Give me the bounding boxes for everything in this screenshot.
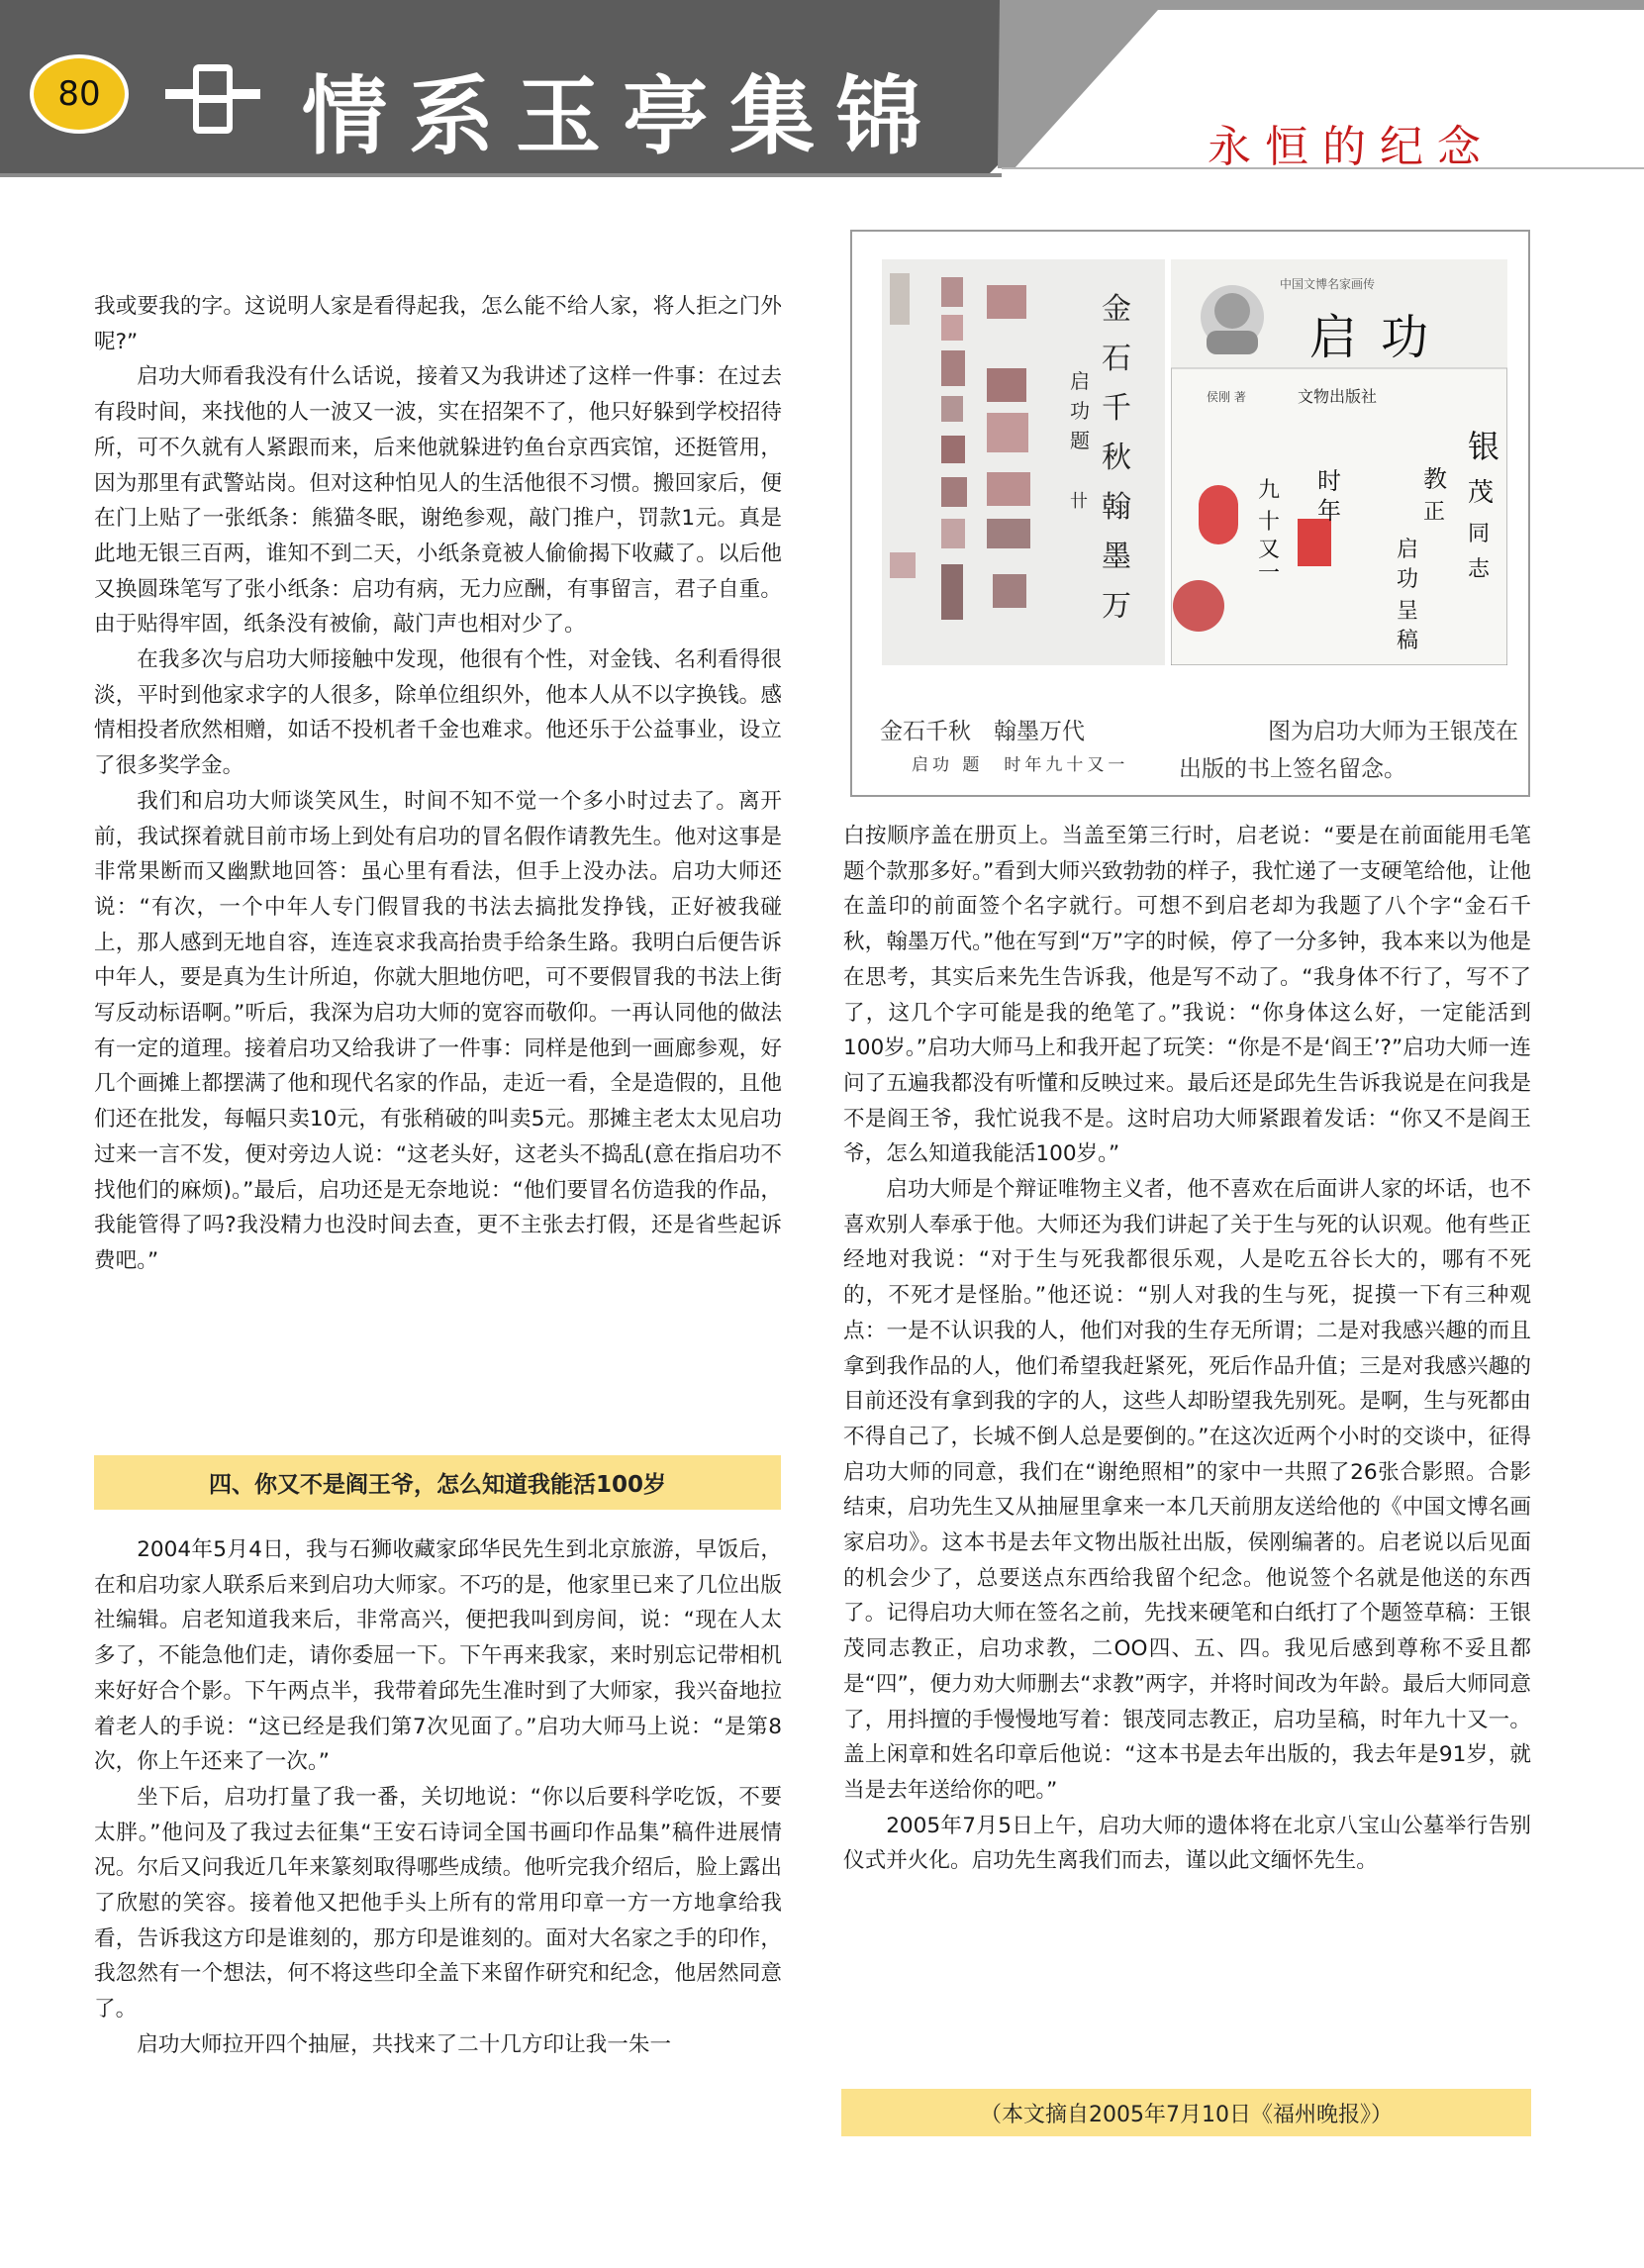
svg-text:九: 九 (1258, 478, 1281, 503)
paragraph: 2004年5月4日，我与石狮收藏家邱华民先生到北京旅游，早饭后，在和启功家人联系后来到启功大师家。不巧的是，他家里已来了几位出版社编辑。启老知道我来后，非常高兴，便把我叫到房间，说：“现在人太多了，不能急他们走，请你委屈一下。下午再来我家，来时别忘记带相机来好好合个影。下午两点半，我带着邱先生准时到了大师家，我兴奋地拉着老人的手说：“这已经是我们第7次见面了。”启功大师马上说：“是第8次，你上午还来了一次。” (94, 1537, 782, 1775)
svg-text:正: 正 (1423, 500, 1446, 525)
paragraph: 我们和启功大师谈笑风生，时间不知不觉一个多小时过去了。离开前，我试探着就目前市场上到处有启功的冒名假作请教先生。他对这事是非常果断而又幽默地回答：虽心里有看法，但手上没办法。启功大师还说：“有次，一个中年人专门假冒我的书法去搞批发挣钱，正好被我碰上，那人感到无地自容，连连哀求我高抬贵手给条生路。我明白后便告诉中年人，要是真为生计所迫，你就大胆地仿吧，可不要假冒我的书法上街写反动标语啊。”听后，我深为启功大师的宽容而敬仰。一再认同他的做法有一定的道理。接着启功又给我讲了一件事：同样是他到一画廊参观，好几个画摊上都摆满了他和现代名家的作品，走近一看，全是造假的，且他们还在批发，每幅只卖10元，有张稍破的叫卖5元。那摊主老太太见启功过来一言不发，便对旁边人说：“这老头好，这老头不捣乱(意在指启功不找他们的麻烦)。”最后，启功还是无奈地说：“他们要冒名仿造我的作品，我能管得了吗?我没精力也没时间去查，更不主张去打假，还是省些起诉费吧。” (94, 788, 782, 1273)
svg-text:稿: 稿 (1397, 629, 1419, 653)
svg-text:十: 十 (1258, 510, 1281, 535)
svg-text:万: 万 (1102, 589, 1131, 624)
paragraph: 坐下后，启功打量了我一番，关切地说：“你以后要科学吃饭，不要太胖。”他问及了我过去征集“王安石诗词全国书画印作品集”稿件进展情况。尔后又问我近几年来篆刻取得哪些成绩。他听完我介绍后，脸上露出了欣慰的笑容。接着他又把他手头上所有的常用印章一方一方地拿给我看，告诉我这方印是谁刻的，那方印是谁刻的。面对大名家之手的印作，我忽然有一个想法，何不将这些印全盖下来留作研究和纪念，他居然同意了。 (94, 1784, 782, 2022)
svg-text:千: 千 (1102, 391, 1131, 426)
svg-text:启: 启 (1397, 538, 1419, 562)
svg-text:秋: 秋 (1102, 441, 1131, 475)
paragraph: 在我多次与启功大师接触中发现，他很有个性，对金钱、名利看得很淡，平时到他家求字的人很多，除单位组织外，他本人从不以字换钱。感情相投者欣然相赠，如话不投机者千金也难求。他还乐于公益事业，设立了很多奖学金。 (94, 647, 782, 779)
paragraph: 启功大师看我没有什么话说，接着又为我讲述了这样一件事：在过去有段时间，来找他的人一波又一波，实在招架不了，他只好躲到学校招待所，可不久就有人紧跟而来，后来他就躲进钓鱼台京西宾馆，还挺管用，因为那里有武警站岗。但对这种怕见人的生活他很不习惯。搬回家后，便在门上贴了一张纸条：熊猫冬眠，谢绝参观，敲门推户，罚款1元。真是此地无银三百两，谁知不到二天，小纸条竟被人偷偷揭下收藏了。以后他又换圆珠笔写了张小纸条：启功有病，无力应酬，有事留言，君子自重。由于贴得牢固，纸条没有被偷，敲门声也相对少了。 (94, 364, 782, 638)
magazine-title: 情系玉亭集锦 (302, 66, 943, 166)
svg-text:呈: 呈 (1397, 599, 1419, 624)
paragraph: 白按顺序盖在册页上。当盖至第三行时，启老说：“要是在前面能用毛笔题个款那多好。”看到大师兴致勃勃的样子，我忙递了一支硬笔给他，让他在盖印的前面签个名字就行。可想不到启老却为我题了八个字“金石千秋，翰墨万代。”他在写到“万”字的时候，停了一分多钟，我本来以为他是在思考，其实后来先生告诉我，他是写不动了。“我身体不行了，写不了了，这几个字可能是我的绝笔了。”我说：“你身体这么好，一定能活到100岁。”启功大师马上和我开起了玩笑：“你是不是‘阎王’?”启功大师一连问了五遍我都没有听懂和反映过来。最后还是邱先生告诉我说是在问我是不是阎王爷，我忙说我不是。这时启功大师紧跟着发话：“你又不是阎王爷，怎么知道我能活100岁。” (843, 824, 1531, 1167)
paragraph: 我或要我的字。这说明人家是看得起我，怎么能不给人家，将人拒之门外呢?” (94, 294, 782, 354)
section-heading: 四、你又不是阎王爷，怎么知道我能活100岁 (94, 1455, 781, 1510)
svg-text:翰: 翰 (1102, 490, 1131, 525)
left-column-upper (94, 289, 782, 1279)
right-photo-caption-line2: 出版的书上签名留念。 (1179, 756, 1406, 782)
right-photo-caption: 图为启功大师为王银茂在 (1268, 719, 1518, 744)
svg-text:题: 题 (1070, 429, 1090, 452)
handwritten-inscription (1171, 259, 1507, 665)
book-series-text: 中国文博名家画传 (1280, 277, 1376, 291)
svg-text:启: 启 (1070, 369, 1090, 393)
source-note: （本文摘自2005年7月10日《福州晚报》） (841, 2089, 1531, 2136)
svg-text:功: 功 (1397, 567, 1419, 592)
book-author-text: 侯刚 著 (1207, 390, 1246, 404)
svg-text:功: 功 (1070, 399, 1090, 423)
paragraph: 启功大师拉开四个抽屉，共找来了二十几方印让我一朱一 (137, 2031, 672, 2057)
svg-text:教: 教 (1423, 465, 1447, 493)
column-title: 永恒的纪念 (1208, 122, 1495, 172)
page-number: 80 (57, 74, 101, 114)
svg-text:时: 时 (1317, 467, 1341, 495)
calligraphy-photo (882, 259, 1165, 665)
right-column (843, 819, 1531, 1879)
svg-text:又: 又 (1258, 538, 1281, 562)
magazine-logo-icon (163, 59, 262, 139)
paragraph: 2005年7月5日上午，启功大师的遗体将在北京八宝山公墓举行告别仪式并火化。启功先生离我们而去，谨以此文缅怀先生。 (843, 1813, 1531, 1874)
left-column-lower (94, 1532, 782, 2063)
svg-text:石: 石 (1102, 342, 1131, 376)
svg-text:年: 年 (1317, 497, 1341, 525)
svg-text:茂: 茂 (1468, 478, 1495, 508)
page-header (0, 0, 1644, 228)
left-photo-caption: 金石千秋 翰墨万代 (880, 719, 1085, 744)
svg-text:金: 金 (1102, 292, 1131, 327)
photo-figure (850, 230, 1530, 797)
svg-text:墨: 墨 (1102, 540, 1131, 574)
book-title-text: 启功 (1309, 310, 1453, 365)
svg-text:卄: 卄 (1070, 491, 1088, 512)
svg-text:志: 志 (1468, 557, 1491, 582)
svg-text:同: 同 (1468, 522, 1491, 546)
book-publisher-text: 文物出版社 (1298, 387, 1378, 406)
page-number-badge (30, 54, 129, 134)
paragraph: 启功大师是个辩证唯物主义者，他不喜欢在后面讲人家的坏话，也不喜欢别人奉承于他。大师还为我们讲起了关于生与死的认识观。他有些正经地对我说：“对于生与死我都很乐观，人是吃五谷长大的，哪有不死的，不死才是怪胎。”他还说：“别人对我的生与死，捉摸一下有三种观点：一是不认识我的人，他们对我的生存无所谓；二是对我感兴趣的而且拿到我作品的人，他们希望我赶紧死，死后作品升值；三是对我感兴趣的目前还没有拿到我的字的人，这些人却盼望我先别死。是啊，生与死都由不得自己了，长城不倒人总是要倒的。”在这次近两个小时的交谈中，征得启功大师的同意，我们在“谢绝照相”的家中一共照了26张合影照。合影结束，启功先生又从抽屉里拿来一本几天前朋友送给他的《中国文博名画家启功》。这本书是去年文物出版社出版，侯刚编著的。启老说以后见面的机会少了，总要送点东西给我留个纪念。他说签个名就是他送的东西了。记得启功大师在签名之前，先找来硬笔和白纸打了个题签草稿：王银茂同志教正，启功求教，二OO四、五、四。我见后感到尊称不妥且都是“四”，便力劝大师删去“求教”两字，并将时间改为年龄。最后大师同意了，用抖擅的手慢慢地写着：银茂同志教正，启功呈稿，时年九十又一。盖上闲章和姓名印章后他说：“这本书是去年出版的，我去年是91岁，就当是去年送给你的吧。” (843, 1177, 1531, 1803)
svg-text:一: 一 (1258, 561, 1281, 586)
signed-book-photo (1171, 259, 1507, 665)
left-photo-caption-sub: 启功 题 时年九十又一 (912, 755, 1129, 775)
svg-text:银: 银 (1468, 428, 1500, 465)
